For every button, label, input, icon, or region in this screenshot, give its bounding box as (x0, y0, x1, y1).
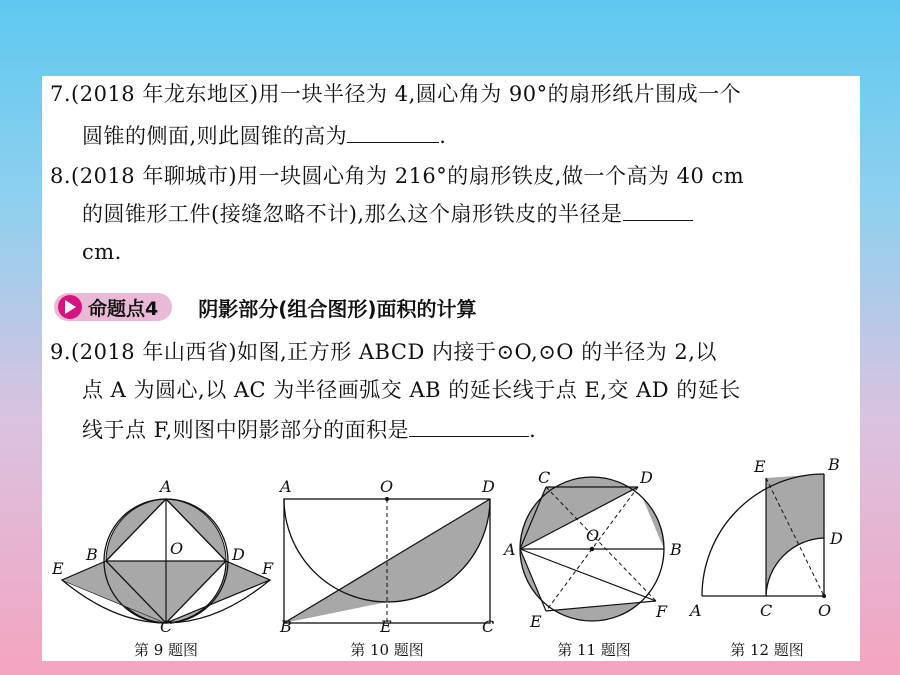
fig9-label-o: O (170, 539, 184, 558)
fig10-label-o: O (380, 477, 394, 496)
fig9-label-c: C (160, 617, 173, 632)
figure-10-caption: 第 10 题图 (350, 641, 424, 659)
figure-12 (682, 456, 858, 632)
section-title: 阴影部分(组合图形)面积的计算 (198, 296, 477, 321)
figure-12-caption: 第 12 题图 (730, 641, 804, 659)
q8-line-1: 8.(2018 年聊城市)用一块圆心角为 216°的扇形铁皮,做一个高为 40 cm (50, 164, 745, 188)
fig9-label-a: A (160, 477, 172, 496)
q9-line-3-text: 线于点 F,则图中阴影部分的面积是 (82, 418, 410, 442)
figure-9 (52, 456, 280, 632)
fig10-label-e: E (380, 617, 392, 632)
fig12-label-o: O (818, 601, 832, 620)
q9-line-1: 9.(2018 年山西省)如图,正方形 ABCD 内接于⊙O,⊙O 的半径为 2,以 (50, 340, 717, 364)
fig12-point-o (822, 594, 826, 598)
figure-11-caption: 第 11 题图 (557, 641, 631, 659)
fig12-label-c: C (760, 601, 773, 620)
fig11-label-f: F (656, 602, 668, 621)
figure-10 (272, 476, 502, 632)
fig12-label-b: B (828, 456, 840, 474)
q9-line-3-end: . (529, 418, 537, 442)
fig10-label-a: A (280, 477, 292, 496)
q8-line-2-text: 的圆锥形工件(接缝忽略不计),那么这个扇形铁皮的半径是 (82, 202, 623, 226)
fig12-label-d: D (830, 529, 843, 548)
fig10-label-d: D (482, 477, 495, 496)
figure-11 (502, 471, 682, 637)
fig12-label-a: A (690, 601, 702, 620)
q7-line-2-text: 圆锥的侧面,则此圆锥的高为 (82, 124, 348, 148)
q7-line-2-end: . (439, 124, 447, 148)
q9-answer-blank (409, 418, 529, 437)
fig11-label-o: O (586, 526, 600, 545)
fig11-label-d: D (640, 471, 653, 487)
topic-badge-label: 命题点4 (88, 297, 159, 320)
fig10-label-b: B (280, 617, 292, 632)
topic-badge (54, 293, 172, 321)
fig11-point-o (590, 547, 594, 551)
fig11-label-a: A (504, 540, 516, 559)
q9-line-2: 点 A 为圆心,以 AC 为半径画弧交 AB 的延长线于点 E,交 AD 的延长 (82, 378, 741, 402)
section-heading (54, 292, 477, 322)
q8-line-3: cm. (82, 240, 122, 264)
fig11-label-b: B (670, 540, 682, 559)
fig10-point-o (385, 497, 389, 501)
q7-line-1: 7.(2018 年龙东地区)用一块半径为 4,圆心角为 90°的扇形纸片围成一个 (50, 82, 742, 106)
fig9-label-e: E (52, 559, 64, 578)
fig9-label-b: B (86, 545, 98, 564)
q8-line-2 (82, 200, 693, 228)
figure-9-caption: 第 9 题图 (133, 641, 199, 659)
q7-answer-blank (347, 124, 439, 143)
q7-line-2 (82, 122, 446, 150)
fig9-label-f: F (262, 559, 274, 578)
content-board (42, 76, 860, 661)
play-arrow-icon (58, 295, 82, 319)
fig12-shaded-region (766, 474, 824, 596)
fig12-label-e: E (754, 457, 766, 476)
fig11-label-c: C (538, 471, 551, 487)
fig11-label-e: E (530, 612, 542, 631)
fig9-label-d: D (232, 545, 245, 564)
fig10-label-c: C (482, 617, 495, 632)
q9-line-3 (82, 416, 536, 444)
q8-answer-blank (623, 202, 693, 221)
